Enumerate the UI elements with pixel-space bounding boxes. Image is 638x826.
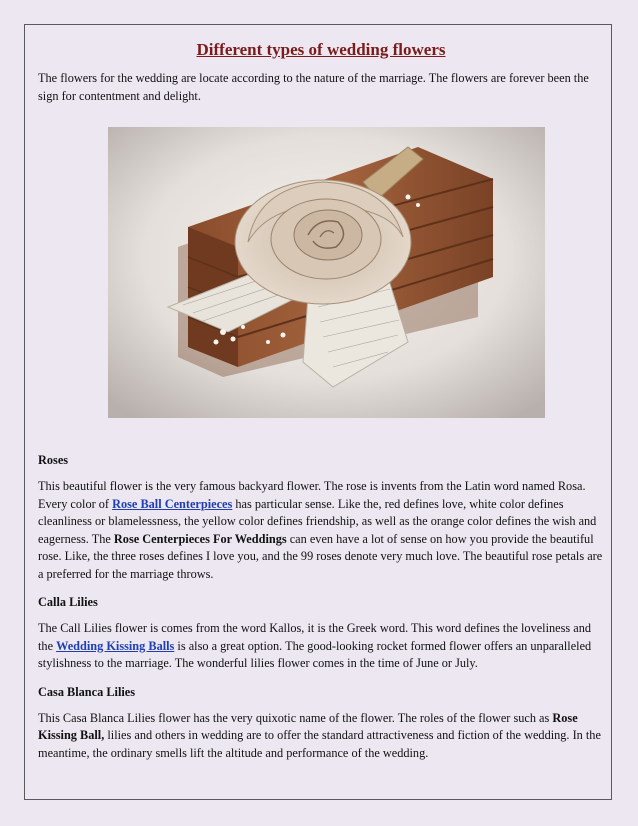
calla-paragraph — [38, 620, 604, 673]
casa-bold-phrase: Rose Kissing Ball, — [38, 710, 578, 742]
roses-text-2: has particular sense. Like the, red defines love, white color defines cleanliness or blamelessness, the yellow color defines friendship, as well as the orange color defines the wish and eagerness. The — [38, 496, 597, 546]
calla-text-1: The Call Lilies flower is comes from the word Kallos, it is the Greek word. This word defines the loveliness and the — [38, 621, 592, 653]
calla-text-2: is also a great option. The good-looking rocket formed flower offers an unparalleled stylishness to the marriage. The wonderful lilies flower comes in the time of June or July. — [38, 638, 592, 670]
roses-text-3: can even have a lot of sense on how you provide the beautiful rose. Like, the three roses defines I love you, and the 99 roses denote very much love. The beautiful rose petals are a preferred for the marriage throws. — [38, 531, 603, 581]
roses-heading: Roses — [38, 453, 69, 467]
casa-text-2: lilies and others in wedding are to offer the standard attractiveness and fiction of the wedding. In the meantime, the ordinary smells lift the altitude and performance of the wedding. — [38, 728, 601, 760]
roses-bold-phrase: Rose Centerpieces For Weddings — [113, 531, 287, 546]
intro-paragraph: The flowers for the wedding are locate according to the nature of the marriage. The flowers are forever been the sign for contentment and delight. — [38, 71, 589, 103]
document-title: Different types of wedding flowers — [196, 40, 446, 59]
roses-text-1: This beautiful flower is the very famous backyard flower. The rose is invents from the Latin word named Rosa. Every color of — [38, 479, 586, 511]
calla-heading: Calla Lilies — [38, 595, 98, 609]
rose-ball-centerpieces-link[interactable]: Rose Ball Centerpieces — [112, 496, 233, 511]
roses-paragraph — [38, 478, 604, 583]
casa-paragraph — [38, 710, 604, 763]
wedding-kissing-balls-link[interactable]: Wedding Kissing Balls — [56, 638, 175, 653]
document-body — [38, 40, 604, 762]
casa-text-1: This Casa Blanca Lilies flower has the very quixotic name of the flower. The roles of the flower such as — [38, 710, 553, 725]
rose-on-wooden-crate-image — [108, 127, 545, 418]
casa-heading: Casa Blanca Lilies — [38, 684, 136, 699]
